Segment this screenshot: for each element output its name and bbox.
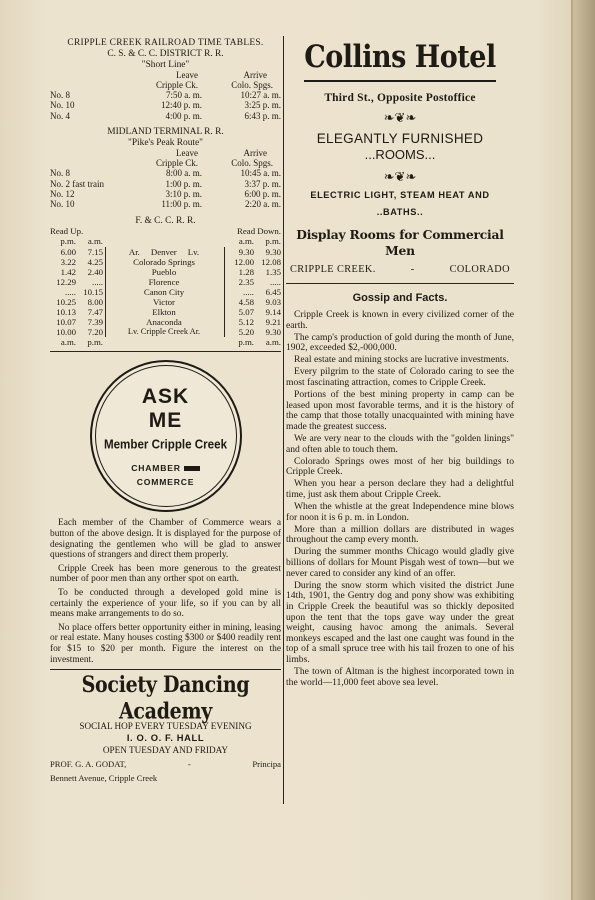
gossip-paragraph: The camp's production of gold during the month of June, 1902, exceeded $2,-000,000. bbox=[286, 331, 514, 354]
divider bbox=[50, 351, 281, 352]
hotel-state: COLORADO bbox=[449, 264, 510, 275]
midland-timetable bbox=[50, 127, 281, 210]
left-paragraph: Cripple Creek has been more generous to the greatest number of poor men than any orther spot on earth. bbox=[50, 563, 281, 585]
fcc-row: ..... 10.15 Canon City ..... 6.45 bbox=[65, 286, 281, 297]
hotel-ad bbox=[286, 41, 514, 275]
hotel-city: CRIPPLE CREEK. bbox=[290, 264, 376, 275]
midland-rows bbox=[50, 168, 281, 210]
midland-alias: "Pike's Peak Route" bbox=[128, 137, 203, 148]
cs-cc-col-leave: Leave bbox=[176, 70, 198, 80]
timetable-title: CRIPPLE CREEK RAILROAD TIME TABLES. bbox=[67, 38, 264, 48]
society-dash: - bbox=[187, 759, 191, 770]
badge-me: ME bbox=[148, 409, 183, 433]
midland-col-from: Cripple Ck. bbox=[156, 158, 198, 169]
society-hop: SOCIAL HOP EVERY TUESDAY EVENING bbox=[79, 721, 252, 732]
cs-cc-timetable bbox=[50, 49, 281, 121]
gossip-paragraph: When you hear a person declare they had a delightful time, just ask them about Cripple Creek. bbox=[286, 478, 514, 500]
midland-col-arrive: Arrive bbox=[243, 148, 267, 159]
fleuron-icon: ❧❦❧ bbox=[383, 169, 417, 184]
fcc-read-down: Read Down. bbox=[237, 226, 281, 237]
fcc-row: 10.07 7.39 Anaconda 5.12 9.21 bbox=[56, 317, 281, 328]
fcc-read-up: Read Up. bbox=[50, 226, 84, 237]
hotel-name: Collins Hotel bbox=[304, 39, 496, 76]
gossip-paragraph: Cripple Creek is known in every civilized corner of the earth. bbox=[286, 309, 514, 331]
timetable-row: No. 2 fast train 1:00 p. m. 3:37 p. m. bbox=[50, 178, 281, 189]
badge-commerce: COMMERCE bbox=[136, 477, 195, 488]
gossip-paragraph: When the whistle at the great Independence mine blows for noon it is 6 p. m. in London. bbox=[286, 501, 514, 523]
society-prof: PROF. G. A. GODAT, bbox=[50, 759, 127, 770]
badge-chamber: CHAMBER bbox=[131, 463, 181, 474]
gossip-paragraph: More than a million dollars are distributed in wages throughout the camp every month. bbox=[286, 523, 514, 546]
left-paragraph: No place offers better opportunity either in mining, leasing or real estate. Many houses costing $300 or $400 readily rent for $15 to $20 per month. Figure the interest on the investment. bbox=[50, 622, 281, 665]
fcc-row: 10.00 7.20 Lv. Cripple Creek Ar. 5.20 9.30 bbox=[56, 327, 281, 338]
fcc-row: 12.29 ..... Florence 2.35 ..... bbox=[56, 276, 281, 287]
fcc-row: 10.25 8.00 Victor 4.58 9.03 bbox=[56, 297, 281, 307]
fcc-row: 10.13 7.47 Elkton 5.07 9.14 bbox=[56, 307, 281, 318]
midland-name: MIDLAND TERMINAL R. R. bbox=[107, 127, 224, 138]
hotel-address: Third St., Opposite Postoffice bbox=[324, 92, 476, 104]
gossip-paragraph: During the summer months Chicago would gladly give billions of dollars for Mount Pisgah west of town—but we never cared to consider any kind of an offer. bbox=[286, 546, 514, 579]
fcc-row: 6.00 7.15 Ar. Denver Lv. 9.30 9.30 bbox=[60, 246, 281, 257]
of-mark-icon bbox=[184, 466, 200, 471]
gossip-paragraph: We are very near to the clouds with the "golden linings" and often able to touch them. bbox=[286, 433, 514, 455]
timetable-row: No. 10 11:00 p. m. 2:20 a. m. bbox=[50, 199, 281, 210]
hotel-rule bbox=[304, 80, 496, 82]
badge-member: Member Cripple Creek bbox=[103, 437, 228, 453]
timetable-row: No. 4 4:00 p. m. 6:43 p. m. bbox=[50, 110, 281, 121]
right-column bbox=[286, 38, 514, 690]
gossip-paragraph: Real estate and mining stocks are lucrative investments. bbox=[294, 354, 509, 366]
society-hall: I. O. O. F. HALL bbox=[126, 732, 205, 744]
cs-cc-col-to: Colo. Spgs. bbox=[231, 80, 273, 90]
cs-cc-alias: "Short Line" bbox=[141, 59, 190, 70]
chamber-button-badge bbox=[90, 360, 242, 512]
left-paragraph: Each member of the Chamber of Commerce wears a button of the above design. It is displayed for the purpose of designating the gentlemen who will be glad to answer questions of strangers and direct them properly. bbox=[50, 518, 281, 561]
timetable-row: No. 8 7:50 a. m. 10:27 a. m. bbox=[50, 90, 281, 100]
fcc-row: 3.22 4.25 Colorado Springs 12.00 12.08 bbox=[60, 256, 281, 267]
column-divider bbox=[283, 36, 284, 804]
timetable-row: No. 8 8:00 a. m. 10:45 a. m. bbox=[50, 168, 281, 179]
gossip-paragraph: Colorado Springs owes most of her big buildings to Cripple Creek. bbox=[286, 455, 514, 478]
gossip-paragraph: Portions of the best mining property in camp can be leased upon most favorable terms, and it is the history of the camp that those totally unacquainted with mining have made the greatest success. bbox=[286, 389, 514, 432]
cs-cc-col-from: Cripple Ck. bbox=[156, 80, 198, 90]
timetable-row: No. 12 3:10 p. m. 6:00 p. m. bbox=[50, 189, 281, 200]
cs-cc-name: C. S. & C. C. DISTRICT R. R. bbox=[107, 49, 224, 59]
hotel-display-rooms: Display Rooms for Commercial Men bbox=[296, 227, 504, 258]
society-role: Principa bbox=[252, 759, 281, 770]
gossip-body bbox=[286, 310, 514, 688]
society-open: OPEN TUESDAY AND FRIDAY bbox=[102, 745, 229, 756]
society-ad bbox=[50, 671, 281, 784]
fcc-row: 1.42 2.40 Pueblo 1.28 1.35 bbox=[60, 266, 281, 277]
gossip-paragraph: During the snow storm which visited the district June 14th, 1901, the Gentry dog and pony show was exhibiting in Cripple Creek the beautiful was so thickly deposited upon the tent that the tops gave way under the great weight, causing havoc among the animals. Several monkeys escaped and the last one caught was found in the top of a small spruce tree with his tail frozen to one of his limbs. bbox=[286, 579, 514, 665]
page-binding bbox=[573, 0, 595, 900]
gossip-paragraph: Every pilgrim to the state of Colorado caring to see the most fascinating attraction, comes to Cripple Creek. bbox=[286, 366, 514, 389]
society-title: Society Dancing Academy bbox=[81, 671, 250, 725]
timetable-row: No. 10 12:40 p. m. 3:25 p. m. bbox=[50, 100, 281, 111]
divider bbox=[286, 283, 514, 284]
fcc-name: F. & C. C. R. R. bbox=[135, 215, 196, 226]
midland-col-leave: Leave bbox=[176, 148, 198, 159]
cs-cc-rows bbox=[50, 90, 281, 121]
hotel-electric: ELECTRIC LIGHT, STEAM HEAT AND bbox=[310, 190, 490, 200]
hotel-baths: ..BATHS.. bbox=[376, 207, 424, 217]
hotel-dash: - bbox=[410, 264, 415, 275]
cs-cc-col-arrive: Arrive bbox=[243, 70, 267, 80]
midland-col-to: Colo. Spgs. bbox=[231, 158, 273, 169]
gossip-paragraph: The town of Altman is the highest incorporated town in the world—11,000 feet above sea level. bbox=[286, 666, 514, 688]
left-column bbox=[50, 38, 281, 784]
divider bbox=[50, 669, 281, 670]
fleuron-icon: ❧❦❧ bbox=[383, 110, 417, 125]
hotel-furnished: ELEGANTLY FURNISHED bbox=[316, 131, 484, 146]
fcc-timetable: F. & C. C. R. R. Read Up. Read Down. p.m. a.m. a.m. p.m. 6.00 7.15 Ar. Denver Lv. 9.30 9.30 3.22 4.25 Colorado Springs 12.00 12.08 1.42 2.40 Pueblo 1.28 1.35 12.29 ..... Florence 2.35 ..... ..... 10.15 Canon City ..... 6.45 10.25 8.00 Victor 4.58 9.03 10.13 7.47 Elkton 5.07 9.14 10.07 7.39 Anaconda 5.12 9.21 10.00 7.20 Lv. Cripple Creek Ar. 5.20 9.30 a.m. p.m. p.m. a.m. bbox=[50, 215, 281, 348]
badge-ask: ASK bbox=[141, 385, 190, 409]
society-address: Bennett Avenue, Cripple Creek bbox=[50, 773, 158, 784]
left-paragraph: To be conducted through a developed gold mine is certainly the experience of your life, so if you can by all means make arrangements to do so. bbox=[50, 588, 281, 620]
gossip-title: Gossip and Facts. bbox=[352, 292, 448, 304]
hotel-rooms: ...ROOMS... bbox=[364, 147, 436, 162]
